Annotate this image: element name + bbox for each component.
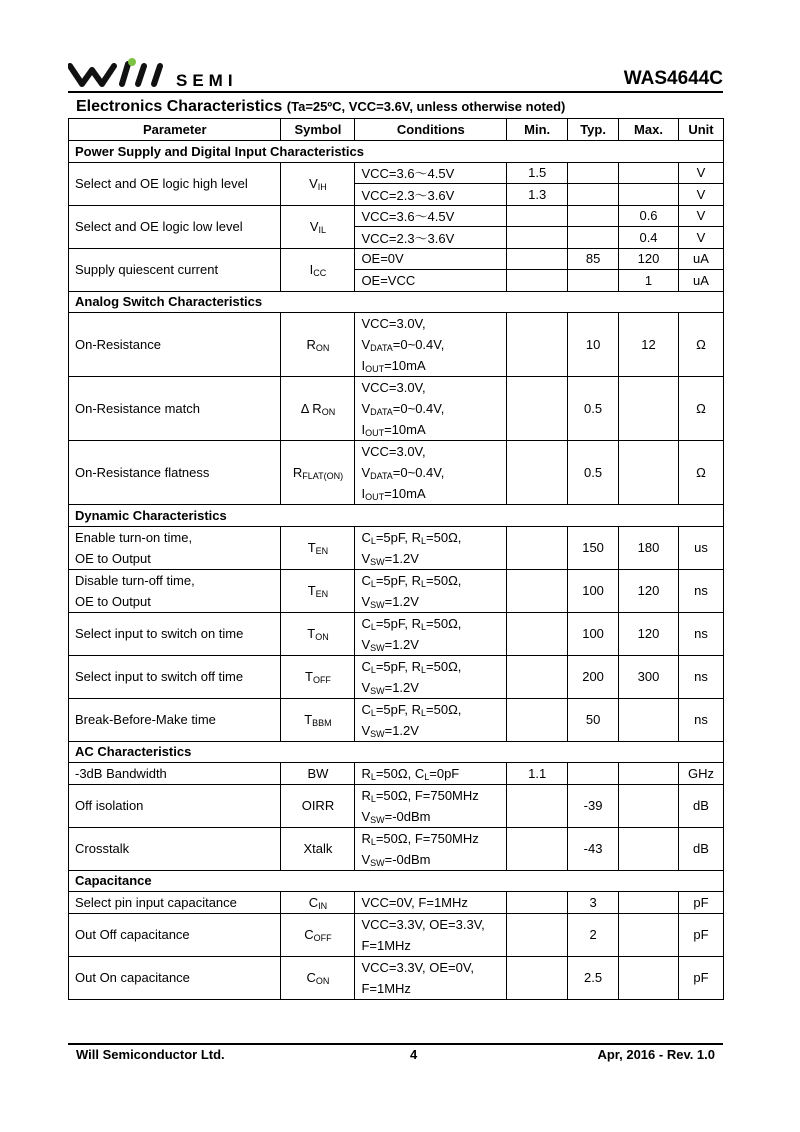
table-row	[69, 205, 724, 227]
unit-cell: uA	[678, 248, 723, 270]
typ-cell: 0.5	[568, 441, 619, 505]
cond-cell: $C_L=5pF$, $R_L=50\Omega$, $V_{SW}=1.2V$	[355, 526, 507, 569]
group-dynamic: Dynamic Characteristics	[69, 505, 724, 527]
cond-cell: VCC=3.0V, $V_{DATA}=0\sim 0.4V$, $I_{OUT}=10mA$	[355, 441, 507, 505]
typ-cell: 2	[568, 913, 619, 956]
param-cell: -3dB Bandwidth	[69, 763, 281, 785]
table-row	[69, 526, 724, 569]
param-cell: Select and OE logic low level	[69, 205, 281, 248]
typ-cell: 150	[568, 526, 619, 569]
param-cell: Enable turn-on time, OE to Output	[69, 526, 281, 569]
typ-cell: 85	[568, 248, 619, 270]
col-symbol: Symbol	[281, 119, 355, 141]
cond-cell: VCC=3.0V, $V_{DATA}=0\sim 0.4V$, $I_{OUT}=10mA$	[355, 313, 507, 377]
symbol-cell: Δ $R_{ON}$	[281, 377, 355, 441]
table-row	[69, 162, 724, 184]
table-header-row	[69, 119, 724, 141]
unit-cell: V	[678, 227, 723, 249]
min-cell: 1.5	[507, 162, 568, 184]
param-cell: Out Off capacitance	[69, 913, 281, 956]
param-cell: Select input to switch off time	[69, 655, 281, 698]
symbol-cell: $T_{ON}$	[281, 612, 355, 655]
table-row	[69, 763, 724, 785]
cond-cell: OE=VCC	[355, 270, 507, 292]
symbol-cell: $R_{ON}$	[281, 313, 355, 377]
cond-cell: $C_L=5pF$, $R_L=50\Omega$, $V_{SW}=1.2V$	[355, 612, 507, 655]
unit-cell: GHz	[678, 763, 723, 785]
table-row	[69, 892, 724, 914]
max-cell: 120	[619, 248, 679, 270]
unit-cell: ns	[678, 698, 723, 741]
param-cell: Select and OE logic high level	[69, 162, 281, 205]
header-rule	[68, 91, 723, 93]
symbol-cell: OIRR	[281, 784, 355, 827]
symbol-cell: $T_{OFF}$	[281, 655, 355, 698]
logo-text: SEMI	[176, 71, 238, 90]
unit-cell: V	[678, 184, 723, 206]
max-cell: 0.6	[619, 205, 679, 227]
typ-cell: 100	[568, 612, 619, 655]
symbol-cell: $I_{CC}$	[281, 248, 355, 291]
max-cell: 1	[619, 270, 679, 292]
max-cell: 300	[619, 655, 679, 698]
table-row	[69, 377, 724, 441]
table-row	[69, 441, 724, 505]
cond-cell: $C_L=5pF$, $R_L=50\Omega$, $V_{SW}=1.2V$	[355, 698, 507, 741]
max-cell: 120	[619, 569, 679, 612]
table-row	[69, 827, 724, 870]
param-cell: Out On capacitance	[69, 956, 281, 999]
footer-date-revision: Apr, 2016 - Rev. 1.0	[597, 1047, 715, 1062]
typ-cell: 200	[568, 655, 619, 698]
typ-cell: 3	[568, 892, 619, 914]
param-cell: On-Resistance	[69, 313, 281, 377]
unit-cell: Ω	[678, 313, 723, 377]
param-cell: Crosstalk	[69, 827, 281, 870]
cond-cell: OE=0V	[355, 248, 507, 270]
max-cell: 120	[619, 612, 679, 655]
section-title	[76, 98, 565, 116]
typ-cell: 0.5	[568, 377, 619, 441]
unit-cell: V	[678, 162, 723, 184]
col-parameter: Parameter	[69, 119, 281, 141]
col-max: Max.	[619, 119, 679, 141]
electrical-characteristics-table	[68, 118, 724, 1000]
cond-cell: VCC=3.3V, OE=3.3V, F=1MHz	[355, 913, 507, 956]
cond-cell: $R_L=50\Omega$, F=750MHz $V_{SW}=-0dBm$	[355, 784, 507, 827]
symbol-cell: $C_{OFF}$	[281, 913, 355, 956]
param-cell: Supply quiescent current	[69, 248, 281, 291]
unit-cell: ns	[678, 569, 723, 612]
symbol-cell: BW	[281, 763, 355, 785]
group-capacitance: Capacitance	[69, 870, 724, 892]
cond-cell: VCC=2.3～3.6V	[355, 184, 507, 206]
table-row	[69, 698, 724, 741]
min-cell: 1.3	[507, 184, 568, 206]
table-row	[69, 784, 724, 827]
symbol-cell: $T_{EN}$	[281, 526, 355, 569]
min-cell: 1.1	[507, 763, 568, 785]
param-cell: Break-Before-Make time	[69, 698, 281, 741]
table-row	[69, 612, 724, 655]
param-cell: Off isolation	[69, 784, 281, 827]
footer-rule	[68, 1043, 723, 1045]
symbol-cell: $R_{FLAT(ON)}$	[281, 441, 355, 505]
symbol-cell: $V_{IL}$	[281, 205, 355, 248]
param-cell: On-Resistance match	[69, 377, 281, 441]
symbol-cell: $V_{IH}$	[281, 162, 355, 205]
col-typ: Typ.	[568, 119, 619, 141]
group-power: Power Supply and Digital Input Characteristics	[69, 141, 724, 163]
footer-page-number: 4	[410, 1047, 418, 1062]
cond-cell: $R_L=50\Omega$, $C_L=0pF$	[355, 763, 507, 785]
group-ac: AC Characteristics	[69, 741, 724, 763]
section-conditions: (Ta=25ºC, VCC=3.6V, unless otherwise noted)	[286, 99, 566, 114]
table-row	[69, 655, 724, 698]
unit-cell: V	[678, 205, 723, 227]
unit-cell: Ω	[678, 377, 723, 441]
symbol-cell: $C_{IN}$	[281, 892, 355, 914]
section-title-text: Electronics Characteristics	[76, 98, 283, 115]
col-conditions: Conditions	[355, 119, 507, 141]
table-row	[69, 313, 724, 377]
cond-cell: VCC=3.0V, $V_{DATA}=0\sim 0.4V$, $I_{OUT}=10mA$	[355, 377, 507, 441]
footer-company: Will Semiconductor Ltd.	[76, 1047, 225, 1062]
unit-cell: dB	[678, 784, 723, 827]
typ-cell: 2.5	[568, 956, 619, 999]
typ-cell: 100	[568, 569, 619, 612]
table-row	[69, 248, 724, 270]
col-unit: Unit	[678, 119, 723, 141]
max-cell: 180	[619, 526, 679, 569]
table-row	[69, 956, 724, 999]
typ-cell: 10	[568, 313, 619, 377]
unit-cell: us	[678, 526, 723, 569]
unit-cell: pF	[678, 892, 723, 914]
unit-cell: dB	[678, 827, 723, 870]
unit-cell: uA	[678, 270, 723, 292]
param-cell: Select input to switch on time	[69, 612, 281, 655]
cond-cell: VCC=2.3～3.6V	[355, 227, 507, 249]
group-analog: Analog Switch Characteristics	[69, 291, 724, 313]
typ-cell: 50	[568, 698, 619, 741]
param-cell: Select pin input capacitance	[69, 892, 281, 914]
symbol-cell: $T_{BBM}$	[281, 698, 355, 741]
unit-cell: ns	[678, 655, 723, 698]
cond-cell: VCC=0V, F=1MHz	[355, 892, 507, 914]
unit-cell: pF	[678, 956, 723, 999]
param-cell: On-Resistance flatness	[69, 441, 281, 505]
cond-cell: $C_L=5pF$, $R_L=50\Omega$, $V_{SW}=1.2V$	[355, 569, 507, 612]
typ-cell: -43	[568, 827, 619, 870]
will-semi-logo	[68, 58, 258, 92]
symbol-cell: $T_{EN}$	[281, 569, 355, 612]
symbol-cell: Xtalk	[281, 827, 355, 870]
typ-cell: -39	[568, 784, 619, 827]
cond-cell: VCC=3.6～4.5V	[355, 205, 507, 227]
cond-cell: $C_L=5pF$, $R_L=50\Omega$, $V_{SW}=1.2V$	[355, 655, 507, 698]
table-row	[69, 569, 724, 612]
cond-cell: $R_L=50\Omega$, F=750MHz $V_{SW}=-0dBm$	[355, 827, 507, 870]
max-cell: 12	[619, 313, 679, 377]
col-min: Min.	[507, 119, 568, 141]
param-cell: Disable turn-off time, OE to Output	[69, 569, 281, 612]
cond-cell: VCC=3.3V, OE=0V, F=1MHz	[355, 956, 507, 999]
table-row	[69, 913, 724, 956]
part-number: WAS4644C	[623, 68, 723, 89]
unit-cell: Ω	[678, 441, 723, 505]
unit-cell: ns	[678, 612, 723, 655]
unit-cell: pF	[678, 913, 723, 956]
max-cell: 0.4	[619, 227, 679, 249]
cond-cell: VCC=3.6～4.5V	[355, 162, 507, 184]
symbol-cell: $C_{ON}$	[281, 956, 355, 999]
